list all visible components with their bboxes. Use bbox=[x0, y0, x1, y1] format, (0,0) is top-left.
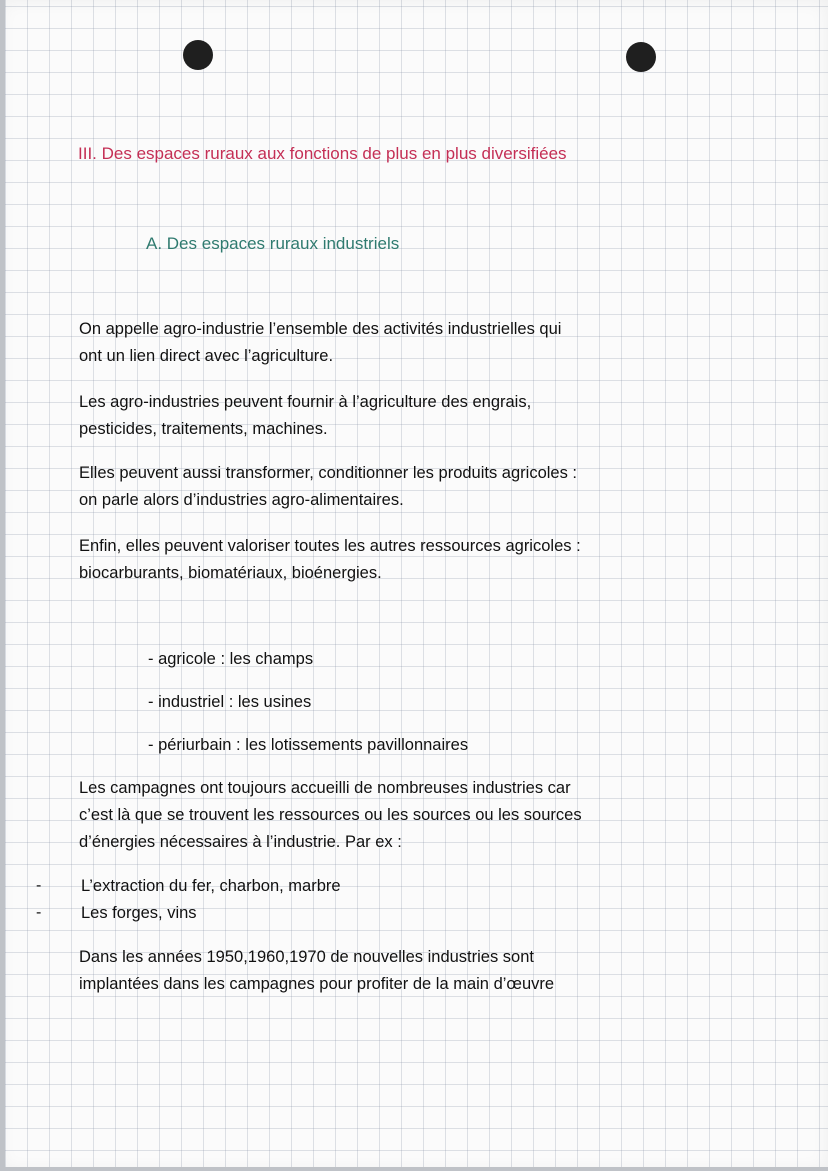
list-item-industriel: - industriel : les usines bbox=[148, 693, 312, 711]
campagnes-line-3: d’énergies nécessaires à l’industrie. Par ex : bbox=[79, 833, 402, 851]
campagnes-line-1: Les campagnes ont toujours accueilli de nombreuses industries car bbox=[79, 779, 571, 797]
campagnes-line-2: c’est là que se trouvent les ressources ou les sources ou les sources bbox=[79, 806, 582, 824]
paragraph-1-line-2: ont un lien direct avec l’agriculture. bbox=[79, 347, 334, 365]
bullet-item-2: Les forges, vins bbox=[81, 904, 197, 922]
page-bottom-edge bbox=[0, 1167, 828, 1171]
list-item-periurbain: - périurbain : les lotissements pavillonnaires bbox=[148, 736, 469, 754]
sub-heading: A. Des espaces ruraux industriels bbox=[146, 234, 400, 253]
paragraph-4-line-2: biocarburants, biomatériaux, bioénergies. bbox=[79, 564, 382, 582]
punch-hole-right bbox=[626, 42, 656, 72]
paragraph-4-line-1: Enfin, elles peuvent valoriser toutes les autres ressources agricoles : bbox=[79, 537, 581, 555]
final-line-1: Dans les années 1950,1960,1970 de nouvelles industries sont bbox=[79, 948, 534, 966]
paragraph-3-line-1: Elles peuvent aussi transformer, conditionner les produits agricoles : bbox=[79, 464, 578, 482]
paragraph-3-line-2: on parle alors d’industries agro-alimentaires. bbox=[79, 491, 404, 509]
bullet-item-1: L’extraction du fer, charbon, marbre bbox=[81, 877, 341, 895]
main-heading: III. Des espaces ruraux aux fonctions de plus en plus diversifiées bbox=[78, 144, 567, 163]
bullet-marker-2: - bbox=[36, 904, 42, 921]
list-item-agricole: - agricole : les champs bbox=[148, 650, 314, 668]
punch-hole-left bbox=[183, 40, 213, 70]
bullet-marker-1: - bbox=[36, 877, 42, 894]
page-left-edge bbox=[0, 0, 5, 1171]
paragraph-2-line-1: Les agro-industries peuvent fournir à l’agriculture des engrais, bbox=[79, 393, 532, 411]
paragraph-1-line-1: On appelle agro-industrie l’ensemble des activités industrielles qui bbox=[79, 320, 562, 338]
paragraph-2-line-2: pesticides, traitements, machines. bbox=[79, 420, 328, 438]
final-line-2: implantées dans les campagnes pour profiter de la main d’œuvre bbox=[79, 975, 555, 993]
